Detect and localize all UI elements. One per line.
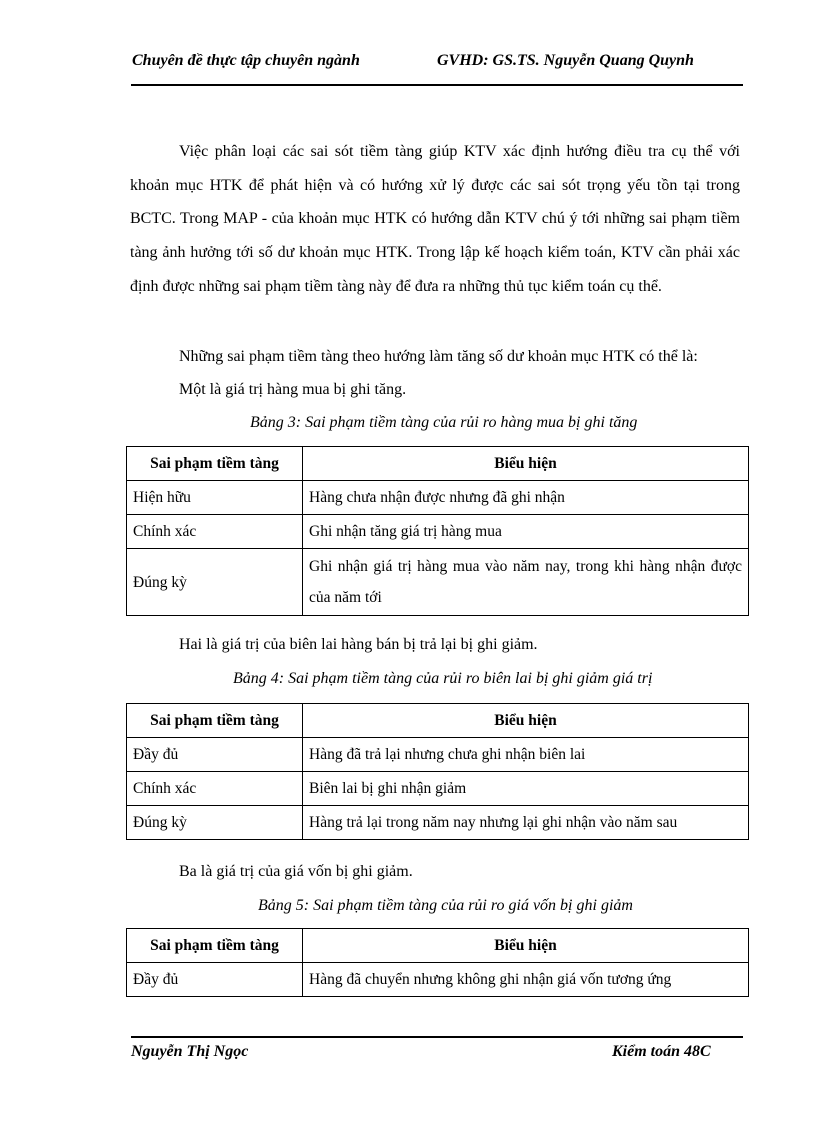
list-item-three: Ba là giá trị của giá vốn bị ghi giảm. xyxy=(179,863,413,880)
table-row xyxy=(127,481,749,515)
table-cell: Đầy đủ xyxy=(127,738,303,772)
table-5 xyxy=(126,928,749,997)
table-cell: Biên lai bị ghi nhận giảm xyxy=(303,772,749,806)
table-row xyxy=(127,515,749,549)
table-4 xyxy=(126,703,749,840)
table-caption-4: Bảng 4: Sai phạm tiềm tàng của rủi ro biên lai bị ghi giảm giá trị xyxy=(233,670,653,687)
table-cell: Hàng đã trả lại nhưng chưa ghi nhận biên lai xyxy=(303,738,749,772)
header-rule xyxy=(131,84,743,86)
table-cell: Ghi nhận giá trị hàng mua vào năm nay, trong khi hàng nhận được của năm tới xyxy=(303,549,749,616)
footer-rule xyxy=(131,1036,743,1038)
table-row xyxy=(127,549,749,616)
table-cell: Đúng kỳ xyxy=(127,806,303,840)
table-cell: Chính xác xyxy=(127,515,303,549)
table-cell: Hàng trả lại trong năm nay nhưng lại ghi nhận vào năm sau xyxy=(303,806,749,840)
column-header-manifestation: Biểu hiện xyxy=(303,929,749,963)
table-cell: Hàng đã chuyển nhưng không ghi nhận giá vốn tương ứng xyxy=(303,963,749,997)
header-right: GVHD: GS.TS. Nguyễn Quang Quynh xyxy=(437,52,694,69)
table-cell: Đầy đủ xyxy=(127,963,303,997)
column-header-manifestation: Biểu hiện xyxy=(303,704,749,738)
table-caption-3: Bảng 3: Sai phạm tiềm tàng của rủi ro hàng mua bị ghi tăng xyxy=(250,414,638,431)
column-header-error: Sai phạm tiềm tàng xyxy=(127,704,303,738)
table-header-row xyxy=(127,704,749,738)
list-item-one: Một là giá trị hàng mua bị ghi tăng. xyxy=(179,381,407,398)
paragraph-intro xyxy=(130,135,740,304)
column-header-error: Sai phạm tiềm tàng xyxy=(127,447,303,481)
table-row xyxy=(127,806,749,840)
paragraph-lead: Những sai phạm tiềm tàng theo hướng làm tăng số dư khoản mục HTK có thể là: xyxy=(179,348,698,365)
footer-right: Kiểm toán 48C xyxy=(612,1043,711,1060)
footer-left: Nguyễn Thị Ngọc xyxy=(131,1043,249,1060)
table-cell: Ghi nhận tăng giá trị hàng mua xyxy=(303,515,749,549)
column-header-error: Sai phạm tiềm tàng xyxy=(127,929,303,963)
list-item-two: Hai là giá trị của biên lai hàng bán bị trả lại bị ghi giảm. xyxy=(179,636,538,653)
table-cell: Đúng kỳ xyxy=(127,549,303,616)
table-header-row xyxy=(127,929,749,963)
paragraph-intro-text: Việc phân loại các sai sót tiềm tàng giúp KTV xác định hướng điều tra cụ thể với khoản mục HTK để phát hiện và có hướng xử lý được các sai sót trọng yếu tồn tại trong BCTC. Trong MAP - của khoản mục HTK có hướng dẫn KTV chú ý tới những sai phạm tiềm tàng ảnh hưởng tới số dư khoản mục HTK. Trong lập kế hoạch kiểm toán, KTV cần phải xác định được những sai phạm tiềm tàng này để đưa ra những thủ tục kiểm toán cụ thể. xyxy=(130,143,740,295)
table-row xyxy=(127,772,749,806)
table-cell: Hàng chưa nhận được nhưng đã ghi nhận xyxy=(303,481,749,515)
table-caption-5: Bảng 5: Sai phạm tiềm tàng của rủi ro giá vốn bị ghi giảm xyxy=(258,897,633,914)
table-header-row xyxy=(127,447,749,481)
header-left: Chuyên đề thực tập chuyên ngành xyxy=(132,52,360,69)
table-3 xyxy=(126,446,749,616)
table-cell: Hiện hữu xyxy=(127,481,303,515)
table-cell: Chính xác xyxy=(127,772,303,806)
table-row xyxy=(127,738,749,772)
column-header-manifestation: Biểu hiện xyxy=(303,447,749,481)
table-row xyxy=(127,963,749,997)
